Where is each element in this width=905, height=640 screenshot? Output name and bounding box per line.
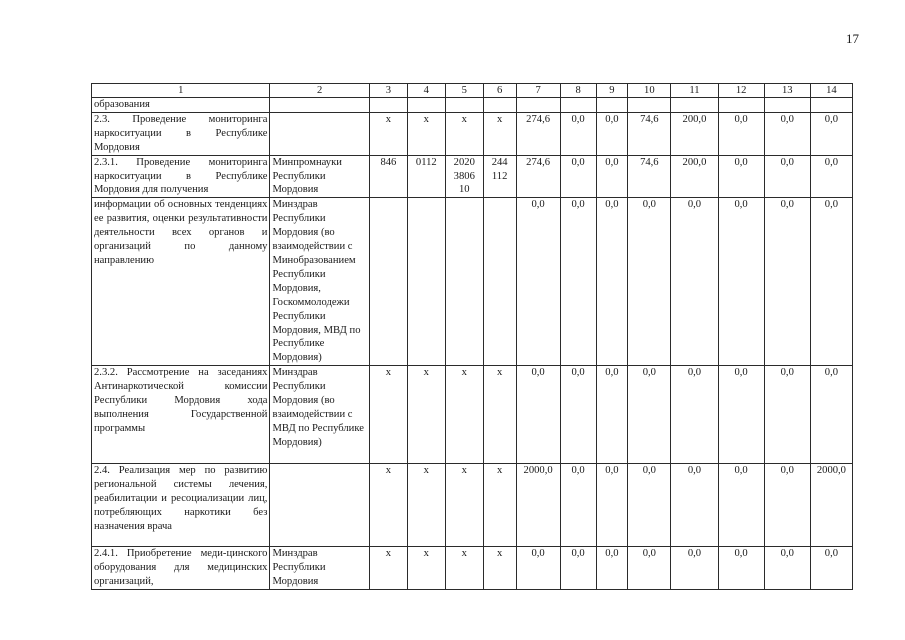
table-cell: 0,0 [764, 464, 810, 547]
table-cell: Минздрав Республики Мордовия (во взаимодействии с МВД по Республике Мордовия) [270, 366, 369, 464]
table-cell: 74,6 [628, 155, 671, 198]
column-header-11: 11 [671, 84, 718, 98]
table-cell: 0,0 [764, 112, 810, 155]
table-cell: x [483, 464, 516, 547]
table-cell: 2.3.1. Проведение мониторинга наркоситуации в Республике Мордовия для получения [92, 155, 270, 198]
table-cell: x [445, 547, 483, 590]
table-cell: 274,6 [516, 155, 560, 198]
table-cell: 0,0 [671, 464, 718, 547]
column-header-12: 12 [718, 84, 764, 98]
column-header-13: 13 [764, 84, 810, 98]
column-header-2: 2 [270, 84, 369, 98]
table-cell [369, 98, 407, 113]
table-cell: 0,0 [596, 547, 628, 590]
table-cell [445, 198, 483, 366]
table-cell: 0,0 [596, 155, 628, 198]
table-cell: x [407, 547, 445, 590]
column-header-7: 7 [516, 84, 560, 98]
table-row [92, 155, 853, 198]
page-number: 17 [846, 31, 859, 46]
table-cell: x [483, 366, 516, 464]
table-cell: 2.3. Проведение мониторинга наркоситуации в Республике Мордовия [92, 112, 270, 155]
table-cell: 0,0 [596, 112, 628, 155]
table-cell: 0,0 [560, 155, 596, 198]
table-row [92, 366, 853, 464]
table-cell: 0,0 [764, 155, 810, 198]
table-cell: 0,0 [671, 198, 718, 366]
table-cell: x [407, 366, 445, 464]
column-header-14: 14 [810, 84, 852, 98]
table-cell: образования [92, 98, 270, 113]
table-cell: x [369, 547, 407, 590]
table-cell: x [369, 112, 407, 155]
table-cell: x [445, 366, 483, 464]
table-cell [764, 98, 810, 113]
table-cell: 0,0 [628, 198, 671, 366]
table-cell: x [407, 464, 445, 547]
table-cell: 0,0 [810, 198, 852, 366]
table-cell: 74,6 [628, 112, 671, 155]
table-cell [270, 98, 369, 113]
table-cell: 0,0 [628, 547, 671, 590]
table-cell: 0,0 [764, 198, 810, 366]
table-cell: x [483, 112, 516, 155]
table-cell [483, 198, 516, 366]
table-cell [810, 98, 852, 113]
table-cell: x [445, 112, 483, 155]
table-cell: 0,0 [596, 464, 628, 547]
table-row [92, 112, 853, 155]
table-row [92, 98, 853, 113]
table-cell: 0,0 [671, 366, 718, 464]
table-cell [270, 112, 369, 155]
table-cell [445, 98, 483, 113]
column-header-3: 3 [369, 84, 407, 98]
table-cell: 200,0 [671, 112, 718, 155]
table-cell: 0,0 [810, 366, 852, 464]
column-header-10: 10 [628, 84, 671, 98]
table-cell: 0,0 [560, 112, 596, 155]
table-cell: x [407, 112, 445, 155]
table-cell: 0,0 [628, 464, 671, 547]
table-cell: 0,0 [718, 547, 764, 590]
table-cell: 0,0 [810, 155, 852, 198]
table-cell: 0,0 [516, 198, 560, 366]
table-row [92, 547, 853, 590]
table-cell: 274,6 [516, 112, 560, 155]
column-header-1: 1 [92, 84, 270, 98]
table-cell [671, 98, 718, 113]
table-cell: 0,0 [810, 547, 852, 590]
table-cell: x [369, 366, 407, 464]
table-cell: 0,0 [560, 366, 596, 464]
table-cell: 0,0 [596, 366, 628, 464]
table-cell: Минздрав Республики Мордовия (во взаимодействии с Минобразованием Республики Мордовия, Госкоммолодежи Республики Мордовия, МВД по Республике Мордовия) [270, 198, 369, 366]
column-header-8: 8 [560, 84, 596, 98]
table-cell [483, 98, 516, 113]
table-cell [369, 198, 407, 366]
table-cell: 2.4. Реализация мер по развитию региональной системы лечения, реабилитации и ресоциализации лиц, потребляющих наркотики без назначения врача [92, 464, 270, 547]
table-cell: 2000,0 [810, 464, 852, 547]
table-cell: 0,0 [560, 547, 596, 590]
table-cell [516, 98, 560, 113]
table-cell [560, 98, 596, 113]
table-cell [628, 98, 671, 113]
table-cell: 244 112 [483, 155, 516, 198]
table-cell: 0,0 [718, 112, 764, 155]
table-cell: информации об основных тенденциях ее развития, оценки результативности деятельности всех органов и организаций по данному направлению [92, 198, 270, 366]
table-cell: 2020 3806 10 [445, 155, 483, 198]
column-header-9: 9 [596, 84, 628, 98]
table-cell: 200,0 [671, 155, 718, 198]
budget-table [91, 83, 853, 590]
column-header-6: 6 [483, 84, 516, 98]
table-cell [718, 98, 764, 113]
table-cell: 0,0 [560, 198, 596, 366]
table-cell: 0,0 [718, 464, 764, 547]
table-cell: x [445, 464, 483, 547]
table-cell: 0,0 [560, 464, 596, 547]
table-cell: 0,0 [718, 155, 764, 198]
table-cell [270, 464, 369, 547]
table-cell: 0112 [407, 155, 445, 198]
table-cell: 0,0 [764, 547, 810, 590]
table-cell: 2000,0 [516, 464, 560, 547]
table-cell: 0,0 [810, 112, 852, 155]
column-header-4: 4 [407, 84, 445, 98]
table-cell: 0,0 [628, 366, 671, 464]
table-cell: 0,0 [596, 198, 628, 366]
table-cell: 0,0 [764, 366, 810, 464]
table-cell: Минздрав Республики Мордовия [270, 547, 369, 590]
table-cell [596, 98, 628, 113]
table-cell: 0,0 [671, 547, 718, 590]
table-cell: x [483, 547, 516, 590]
table-cell: x [369, 464, 407, 547]
table-cell: 0,0 [718, 198, 764, 366]
table-header-row [92, 84, 853, 98]
table-cell: 0,0 [516, 366, 560, 464]
table-row [92, 198, 853, 366]
table-cell [407, 198, 445, 366]
table-cell: Минпромнауки Республики Мордовия [270, 155, 369, 198]
table-cell: 0,0 [718, 366, 764, 464]
table-cell: 2.3.2. Рассмотрение на заседаниях Антинаркотической комиссии Республики Мордовия хода выполнения Государственной программы [92, 366, 270, 464]
column-header-5: 5 [445, 84, 483, 98]
table-cell: 2.4.1. Приобретение меди-цинского оборудования для медицинских организаций, [92, 547, 270, 590]
table-cell: 846 [369, 155, 407, 198]
table-cell [407, 98, 445, 113]
table-cell: 0,0 [516, 547, 560, 590]
table-row [92, 464, 853, 547]
